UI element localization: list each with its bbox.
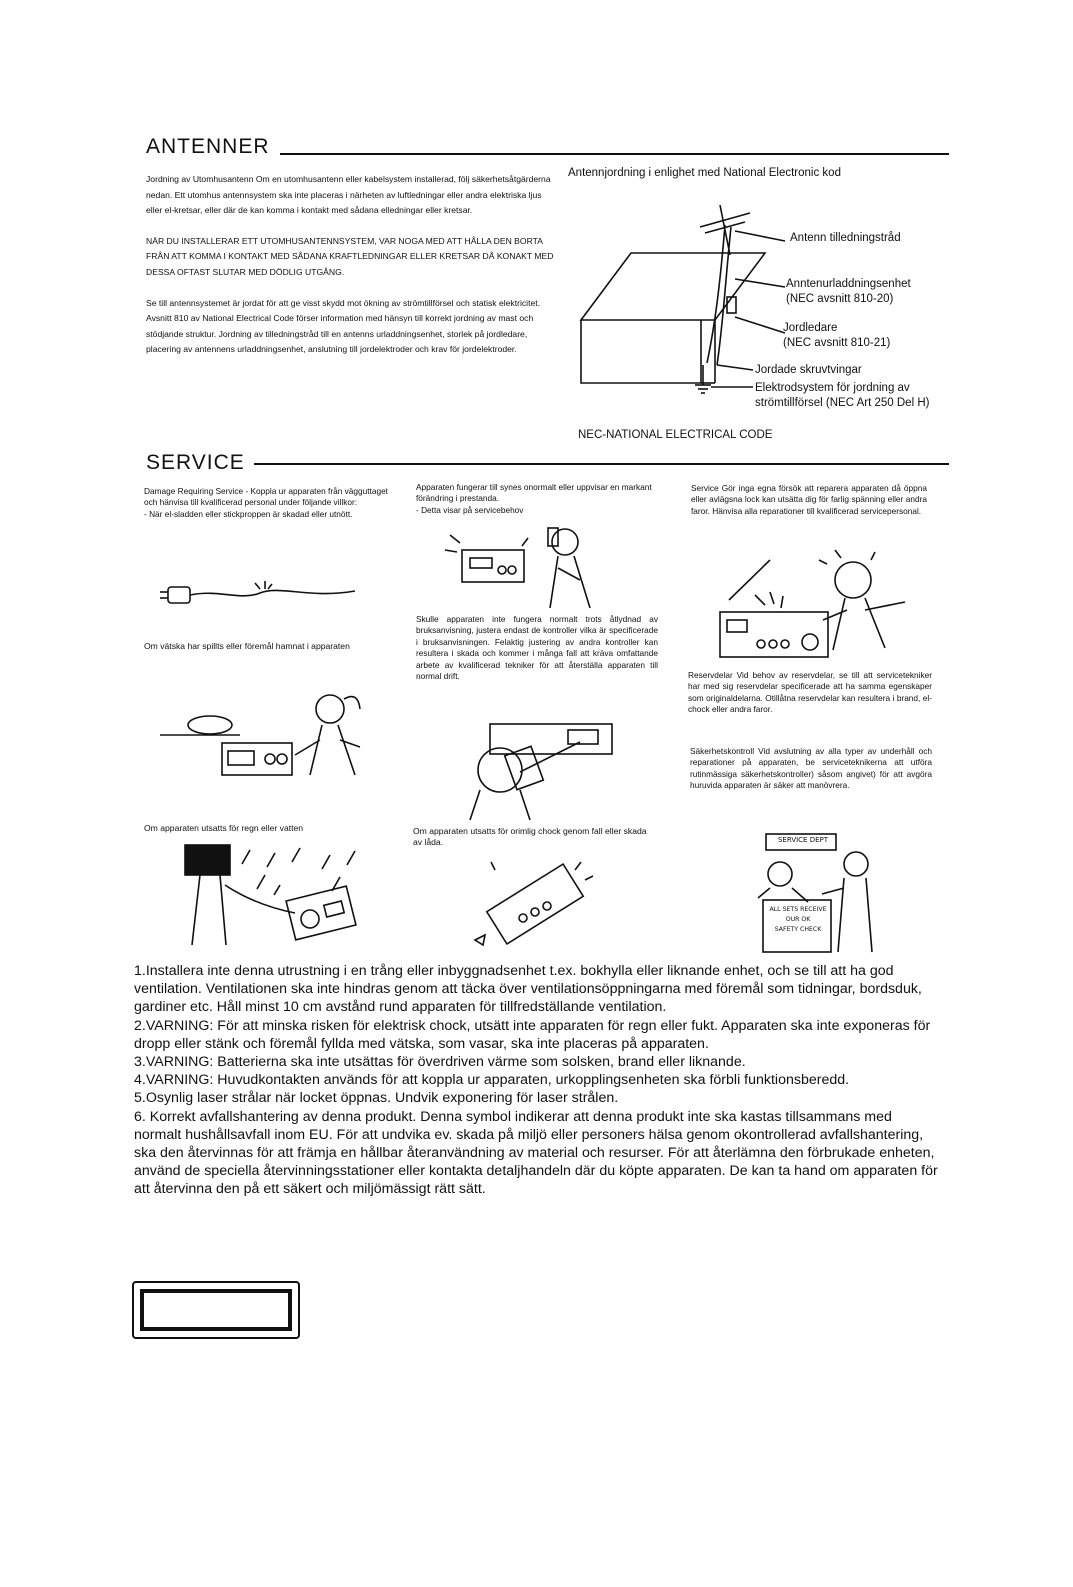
discharge-unit-shape xyxy=(727,297,736,313)
house-wall-shape xyxy=(581,320,701,383)
label-lead-in: Antenn tilledningstråd xyxy=(790,232,901,244)
diagram-title: Antennjordning i enlighet med National Electronic kod xyxy=(568,167,841,179)
adjusting-controls-illustration xyxy=(450,712,620,822)
antenner-heading: ANTENNER xyxy=(146,135,270,158)
label-discharge-line-2: (NEC avsnitt 810-20) xyxy=(786,293,894,305)
abnormal-operation-illustration xyxy=(440,520,610,610)
warning-item-2: 2.VARNING: För att minska risken för elektrisk chock, utsätt inte apparaten för regn eller fukt. Apparaten ska inte exponeras för dropp eller stänk och föremål fyllda med vätska, som vasar, ska inte placeras på apparaten. xyxy=(134,1017,931,1052)
spilled-liquid-illustration xyxy=(160,685,370,785)
service-col3-item3: Säkerhetskontroll Vid avslutning av alla typer av underhåll och reparationer på apparaten, be serviceteknikerna att utföra rutinmässiga säkerhetskontroller) såsom angivet) för att avgöra huruvida apparaten är säker att manövrera. xyxy=(690,746,932,791)
service-col1-item2: Om vätska har spillts eller föremål hamnat i apparaten xyxy=(144,641,350,651)
counter-line-2: OUR OK xyxy=(785,916,811,923)
service-col1-item1: - När el-sladden eller stickproppen är skadad eller utnött. xyxy=(144,508,353,519)
label-electrode-line-2: strömtillförsel (NEC Art 250 Del H) xyxy=(755,397,930,409)
label-electrode-line-1: Elektrodsystem för jordning av xyxy=(755,382,910,394)
self-repair-warning-illustration xyxy=(715,540,925,670)
warning-item-6: 6. Korrekt avfallshantering av denna produkt. Denna symbol indikerar att denna produkt inte ska kastas tillsammans med normalt hushållsavfall inom EU. För att undvika ev. skada på miljö eller personers hälsa genom okontrollerad avfallshantering, ska den återvinnas för att främja en hållbar återanvändning av material och resurser. För att återlämna den förbrukade enheten, använd de speciella återvinningsstationer eller kontakta detaljhandeln där du köpte apparaten. De kan ta hand om apparaten för att återvinna den på ett säkert och miljömässigt rätt sätt. xyxy=(134,1108,938,1198)
service-col2-item3: Om apparaten utsatts för orimlig chock genom fall eller skada av låda. xyxy=(413,826,647,847)
antenna-grounding-diagram xyxy=(575,205,785,415)
label-discharge-line-1: Anntenurladdningsenhet xyxy=(786,278,911,290)
label-conductor-line-2: (NEC avsnitt 810-21) xyxy=(783,337,891,349)
laser-label-box xyxy=(132,1281,300,1339)
service-col2-item1b: - Detta visar på servicebehov xyxy=(416,504,524,515)
service-col3-item2: Reservdelar Vid behov av reservdelar, se till att servicetekniker har med sig reservdelar specificerade att ha samma egenskaper som originaldelarna. Otillåtna reservdelar kan resultera i brand, el-chock eller andra faror. xyxy=(688,670,932,715)
dropped-device-illustration xyxy=(475,860,595,955)
antenner-heading-rule xyxy=(280,153,949,155)
service-heading: SERVICE xyxy=(146,451,245,474)
service-heading-rule xyxy=(254,463,949,465)
label-electrode xyxy=(755,381,929,411)
label-conductor xyxy=(783,321,890,351)
counter-line-3: SAFETY CHECK xyxy=(774,926,822,933)
label-discharge xyxy=(786,277,911,307)
antenner-text xyxy=(146,172,556,373)
antenner-para-1: Jordning av Utomhusantenn Om en utomhusantenn eller kabelsystem installerad, följ säkerhetsåtgärderna nedan. Ett utomhus antennsystem ska inte placeras i närheten av luftledningar eller andra elektriska ljus eller el-kretsar, eller där de kan komma i kontakt med sådana elledningar eller kretsar. xyxy=(146,174,551,216)
service-col1-intro xyxy=(144,486,402,520)
counter-line-1: ALL SETS RECEIVE xyxy=(769,906,827,913)
warnings-list xyxy=(134,962,940,1199)
service-dept-sign: SERVICE DEPT xyxy=(777,836,829,844)
warning-item-3: 3.VARNING: Batterierna ska inte utsättas för överdriven värme som solsken, brand eller liknande. xyxy=(134,1054,746,1071)
label-clamps: Jordade skruvtvingar xyxy=(755,364,862,376)
damaged-cord-illustration xyxy=(160,575,360,615)
service-col3-item1: Service Gör inga egna försök att reparera apparaten då öppna eller avlägsna lock kan utsätta dig för farlig spänning eller andra faror. Hänvisa alla reparationer till kvalificerad servicepersonal. xyxy=(691,483,927,516)
rain-illustration xyxy=(180,845,370,950)
warning-item-4: 4.VARNING: Huvudkontakten används för att koppla ur apparaten, urkopplingsenheten ska förbli funktionsberedd. xyxy=(134,1072,850,1089)
service-col2-item1: Apparaten fungerar till synes onormalt eller uppvisar en markant förändring i prestanda. xyxy=(416,482,652,504)
safety-check-counter-text xyxy=(764,905,832,935)
house-roof-shape xyxy=(581,253,765,320)
antenner-para-2: NÄR DU INSTALLERAR ETT UTOMHUSANTENNSYSTEM, VAR NOGA MED ATT HÅLLA DEN BORTA FRÅN ATT KOMMA I KONTAKT MED SÅDANA KRAFTLEDNINGAR ELLER KRETSAR DÅ KONAKT MED DESSA OFTAST SLUTAR MED DÖDLIG UTGÅNG. xyxy=(146,235,554,277)
service-col1-item3: Om apparaten utsatts för regn eller vatten xyxy=(144,823,304,833)
safety-check-illustration xyxy=(748,832,878,957)
nec-caption: NEC-NATIONAL ELECTRICAL CODE xyxy=(578,429,773,441)
warning-item-1: 1.Installera inte denna utrustning i en trång eller inbyggnadsenhet t.ex. bokhylla eller liknande enhet, och se till att ha god ventilation. Ventilationen ska inte hindras genom att täcka över ventilationsöppningarna med föremål som tidningar, bordsduk, gardiner etc. Håll minst 10 cm avstånd rund apparaten för tillfredställande ventilation. xyxy=(134,963,922,1016)
laser-label-inner-box xyxy=(140,1289,292,1331)
label-conductor-line-1: Jordledare xyxy=(783,322,838,334)
service-col2-item2: Skulle apparaten inte fungera normalt trots åtlydnad av bruksanvisning, justera endast de kontroller vilka är specificerade i bruksanvisningen. Felaktig justering av andra kontroller kan resultera i skada och kommer i många fall att kräva omfattande arbete av kvalificerad tekniker för att återställa apparaten till normal drift. xyxy=(416,614,658,682)
service-col2-top xyxy=(416,482,664,516)
warning-item-5: 5.Osynlig laser strålar när locket öppnas. Undvik exponering för laser strålen. xyxy=(134,1090,619,1107)
service-col1-intro-text: Damage Requiring Service - Koppla ur apparaten från vägguttaget och hänvisa till kvalificerad personal under följande villkor: xyxy=(144,486,388,508)
antenner-para-3: Se till antennsystemet är jordat för att ge visst skydd mot ökning av strömtillförsel och statisk elektricitet. Avsnitt 810 av National Electrical Code förser information med hänsyn till korrekt jordning av mast och stödjande struktur. Jordning av tilledningstråd till en antenns urladdningsenhet, storlek på jordledare, placering av antennens urladdningsenhet, anslutning till jordelektroder och krav för jordelektroder. xyxy=(146,297,541,355)
